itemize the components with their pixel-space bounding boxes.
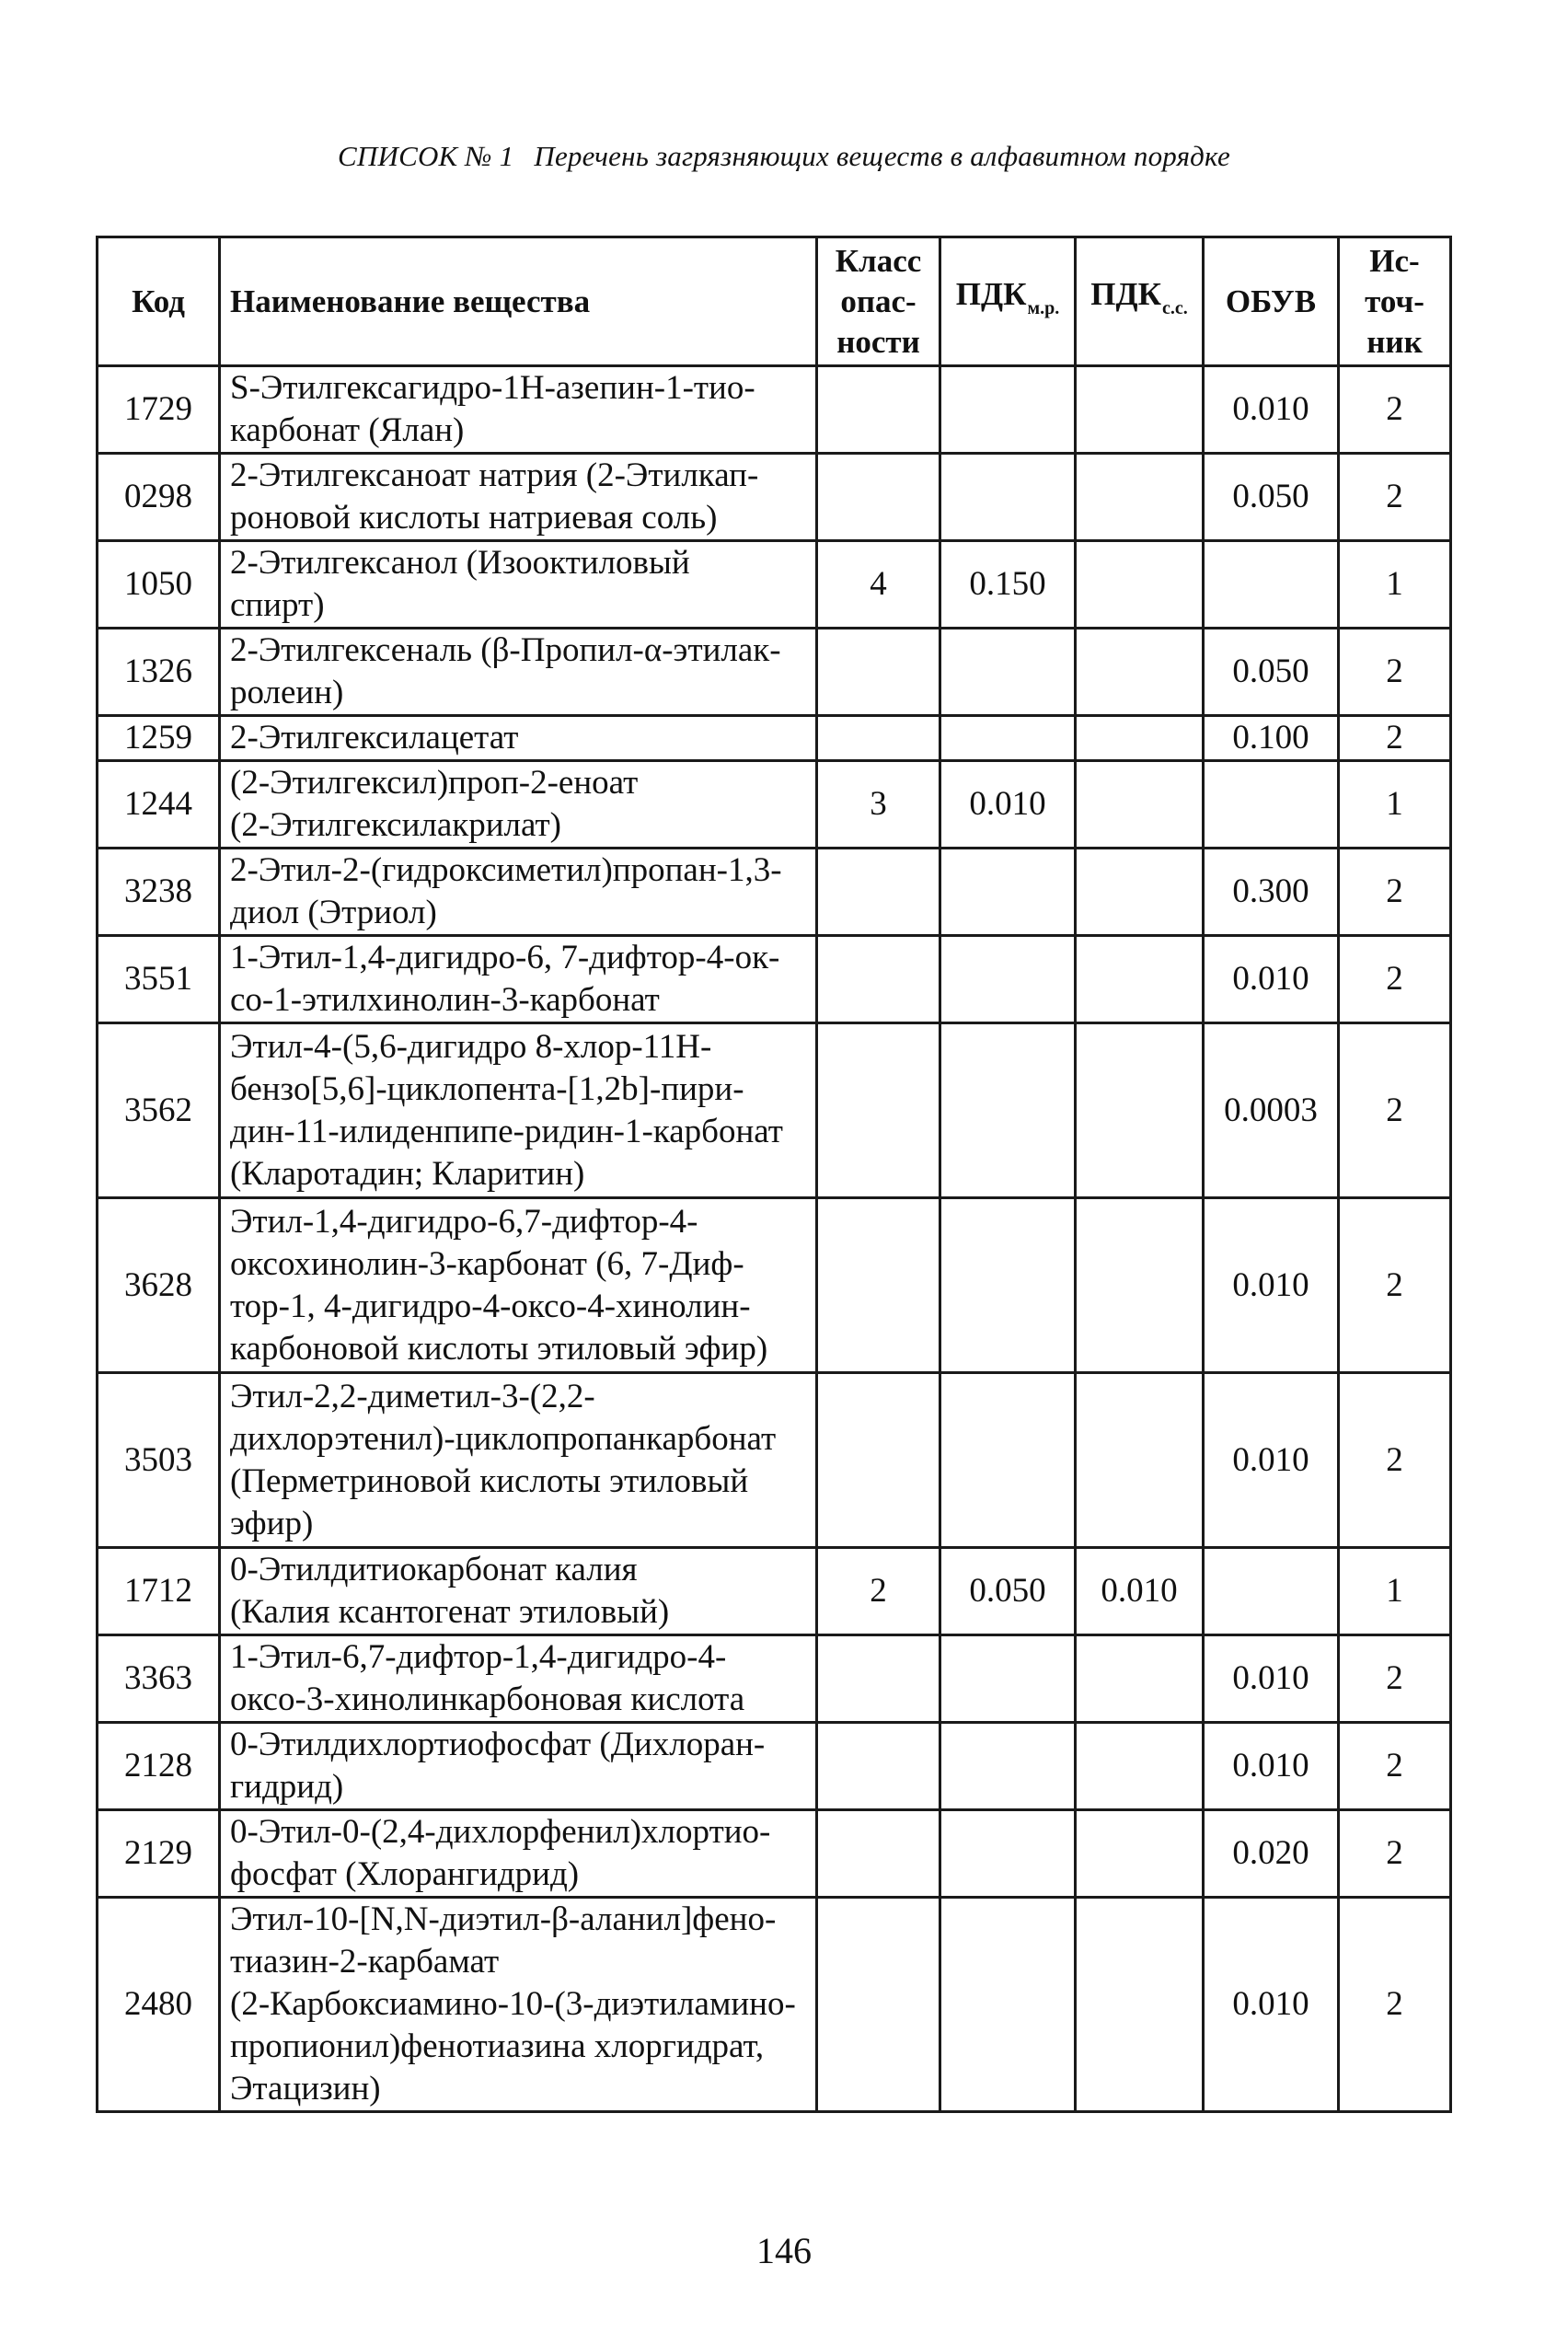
substance-name-line: дихлорэтенил)-циклопропанкарбонат: [230, 1419, 777, 1458]
substance-name-line: оксохинолин-3-карбонат (6, 7-Диф-: [230, 1244, 744, 1283]
substance-name-line: Этил-10-[N,N-диэтил-β-аланил]фено-: [230, 1900, 777, 1938]
obuv-value: 0.100: [1204, 716, 1339, 761]
col-header-obuv: ОБУВ: [1204, 237, 1339, 366]
pdk-ss-value: [1076, 1635, 1204, 1723]
substance-name-line: карбонат (Ялан): [230, 411, 465, 449]
substance-name-line: фосфат (Хлорангидрид): [230, 1855, 580, 1893]
hazard-class: [817, 454, 940, 541]
substance-name-line: спирт): [230, 586, 325, 624]
source-value: 1: [1339, 541, 1451, 629]
pdk-ss-value: [1076, 366, 1204, 454]
hazard-class: 4: [817, 541, 940, 629]
hazard-class: [817, 1373, 940, 1548]
hazard-class: [817, 366, 940, 454]
substance-name: [220, 541, 817, 629]
pdk-ss-value: [1076, 541, 1204, 629]
obuv-value: 0.050: [1204, 454, 1339, 541]
col-header-hazard-class: Класс опас- ности: [817, 237, 940, 366]
substance-name: [220, 1723, 817, 1810]
table-row: [98, 1373, 1451, 1548]
hazard-class: [817, 1898, 940, 2112]
substance-name: [220, 761, 817, 849]
substance-name-line: оксо-3-хинолинкарбоновая кислота: [230, 1680, 745, 1718]
pdk-ss-value: [1076, 1723, 1204, 1810]
obuv-value: 0.010: [1204, 1198, 1339, 1373]
source-value: 2: [1339, 1635, 1451, 1723]
substance-code: 3503: [98, 1373, 220, 1548]
pdk-mr-value: 0.010: [940, 761, 1076, 849]
table-row: [98, 454, 1451, 541]
pdk-mr-value: [940, 849, 1076, 936]
substance-name-line: 2-Этилгексанол (Изооктиловый: [230, 544, 690, 582]
substance-name-line: (2-Этилгексилакрилат): [230, 806, 561, 844]
hazard-class: [817, 629, 940, 716]
pdk-ss-value: [1076, 1198, 1204, 1373]
hazard-class: [817, 1723, 940, 1810]
substance-code: 2128: [98, 1723, 220, 1810]
substance-name: [220, 1023, 817, 1198]
table-row: [98, 366, 1451, 454]
pdk-mr-base: ПДК: [955, 276, 1027, 312]
source-value: 2: [1339, 1198, 1451, 1373]
substance-name-line: S-Этилгексагидро-1H-азепин-1-тио-: [230, 369, 755, 407]
substance-name-line: 0-Этилдихлортиофосфат (Дихлоран-: [230, 1726, 766, 1763]
pdk-mr-value: 0.050: [940, 1548, 1076, 1635]
substance-name-line: 1-Этил-6,7-дифтор-1,4-дигидро-4-: [230, 1638, 727, 1676]
substance-code: 1244: [98, 761, 220, 849]
table-row: [98, 1023, 1451, 1198]
obuv-value: 0.010: [1204, 366, 1339, 454]
page-heading: Перечень загрязняющих веществ в алфавитном порядке: [534, 140, 1230, 172]
substance-code: 1712: [98, 1548, 220, 1635]
substance-name-line: диол (Этриол): [230, 894, 437, 931]
pdk-ss-value: 0.010: [1076, 1548, 1204, 1635]
substance-name-line: тиазин-2-карбамат: [230, 1943, 500, 1981]
pdk-ss-value: [1076, 1810, 1204, 1898]
table-row: [98, 1198, 1451, 1373]
substance-name-line: тор-1, 4-дигидро-4-оксо-4-хинолин-: [230, 1287, 751, 1325]
substance-name-line: бензо[5,6]-циклопента-[1,2b]-пири-: [230, 1069, 744, 1108]
source-value: 1: [1339, 1548, 1451, 1635]
substance-name-line: Этил-1,4-дигидро-6,7-дифтор-4-: [230, 1202, 698, 1241]
substance-name: [220, 454, 817, 541]
col-header-pdk-ss: [1076, 237, 1204, 366]
header-row: [98, 237, 1451, 366]
col-header-code: Код: [98, 237, 220, 366]
pdk-mr-value: [940, 936, 1076, 1023]
substance-name-line: Этацизин): [230, 2070, 381, 2108]
substance-code: 0298: [98, 454, 220, 541]
pdk-ss-value: [1076, 454, 1204, 541]
obuv-value: 0.010: [1204, 1635, 1339, 1723]
substance-name-line: (Перметриновой кислоты этиловый: [230, 1461, 749, 1500]
substance-name: [220, 1198, 817, 1373]
obuv-value: 0.0003: [1204, 1023, 1339, 1198]
pdk-mr-value: [940, 1810, 1076, 1898]
pdk-mr-value: [940, 1198, 1076, 1373]
pdk-ss-value: [1076, 629, 1204, 716]
substance-name-line: Этил-4-(5,6-дигидро 8-хлор-11H-: [230, 1027, 712, 1066]
pdk-mr-value: 0.150: [940, 541, 1076, 629]
substance-code: 1326: [98, 629, 220, 716]
obuv-value: 0.010: [1204, 1898, 1339, 2112]
substance-code: 1729: [98, 366, 220, 454]
substance-name-line: 2-Этилгексаноат натрия (2-Этилкап-: [230, 456, 759, 494]
substance-name-line: роновой кислоты натриевая соль): [230, 499, 718, 537]
col-header-name: Наименование вещества: [220, 237, 817, 366]
substance-name: [220, 936, 817, 1023]
source-value: 2: [1339, 366, 1451, 454]
substance-name-line: (Калия ксантогенат этиловый): [230, 1593, 670, 1631]
substance-name-line: 2-Этилгексеналь (β-Пропил-α-этилак-: [230, 631, 781, 669]
source-value: 2: [1339, 629, 1451, 716]
table-row: [98, 541, 1451, 629]
substance-code: 3562: [98, 1023, 220, 1198]
substance-name-line: со-1-этилхинолин-3-карбонат: [230, 981, 660, 1019]
obuv-value: 0.010: [1204, 936, 1339, 1023]
obuv-value: [1204, 541, 1339, 629]
table-row: [98, 1810, 1451, 1898]
substance-name-line: дин-11-илиденпипе-ридин-1-карбонат: [230, 1112, 783, 1150]
hazard-class: [817, 936, 940, 1023]
substance-name: [220, 1635, 817, 1723]
table-row: [98, 1548, 1451, 1635]
source-value: 1: [1339, 761, 1451, 849]
pdk-ss-value: [1076, 1373, 1204, 1548]
page-number: 146: [756, 2230, 812, 2271]
pdk-ss-base: ПДК: [1090, 276, 1161, 312]
pdk-mr-value: [940, 1373, 1076, 1548]
substance-code: 2480: [98, 1898, 220, 2112]
pdk-mr-value: [940, 1023, 1076, 1198]
substance-code: 1050: [98, 541, 220, 629]
substance-name: [220, 366, 817, 454]
substance-name-line: (2-Карбоксиамино-10-(3-диэтиламино-: [230, 1985, 796, 2023]
table-body: [98, 366, 1451, 2112]
pdk-mr-value: [940, 629, 1076, 716]
substance-code: 3363: [98, 1635, 220, 1723]
obuv-value: 0.020: [1204, 1810, 1339, 1898]
substance-name-line: Этил-2,2-диметил-3-(2,2-: [230, 1377, 595, 1415]
substance-code: 3628: [98, 1198, 220, 1373]
col-header-source: Ис- точ- ник: [1339, 237, 1451, 366]
substance-name: [220, 716, 817, 761]
table-row: [98, 761, 1451, 849]
pdk-mr-value: [940, 1635, 1076, 1723]
substance-code: 1259: [98, 716, 220, 761]
pdk-ss-value: [1076, 761, 1204, 849]
obuv-value: 0.010: [1204, 1723, 1339, 1810]
pdk-ss-subscript: с.с.: [1161, 298, 1188, 318]
substance-name: [220, 1810, 817, 1898]
pdk-ss-value: [1076, 936, 1204, 1023]
table-row: [98, 716, 1451, 761]
hazard-class: [817, 716, 940, 761]
substance-code: 3551: [98, 936, 220, 1023]
table-row: [98, 629, 1451, 716]
substance-name-line: 0-Этил-0-(2,4-дихлорфенил)хлортио-: [230, 1813, 771, 1851]
substance-name-line: эфир): [230, 1504, 314, 1542]
source-value: 2: [1339, 1810, 1451, 1898]
col-header-pdk-mr: [940, 237, 1076, 366]
pdk-mr-value: [940, 716, 1076, 761]
source-value: 2: [1339, 1373, 1451, 1548]
obuv-value: 0.300: [1204, 849, 1339, 936]
source-value: 2: [1339, 1898, 1451, 2112]
obuv-value: [1204, 761, 1339, 849]
pdk-mr-value: [940, 1723, 1076, 1810]
table-row: [98, 1898, 1451, 2112]
hazard-class: [817, 1810, 940, 1898]
hazard-class: [817, 1023, 940, 1198]
pdk-ss-value: [1076, 849, 1204, 936]
source-value: 2: [1339, 1023, 1451, 1198]
hazard-class: 2: [817, 1548, 940, 1635]
substance-name-line: (Кларотадин; Кларитин): [230, 1154, 585, 1193]
table-row: [98, 849, 1451, 936]
pdk-ss-value: [1076, 716, 1204, 761]
substance-name-line: пропионил)фенотиазина хлоргидрат,: [230, 2027, 765, 2065]
substance-name-line: ролеин): [230, 674, 344, 711]
obuv-value: 0.010: [1204, 1373, 1339, 1548]
source-value: 2: [1339, 454, 1451, 541]
table-row: [98, 1723, 1451, 1810]
substance-name: [220, 1373, 817, 1548]
substance-code: 3238: [98, 849, 220, 936]
obuv-value: [1204, 1548, 1339, 1635]
pdk-mr-value: [940, 1898, 1076, 2112]
source-value: 2: [1339, 1723, 1451, 1810]
list-label: СПИСОК № 1: [338, 140, 514, 172]
obuv-value: 0.050: [1204, 629, 1339, 716]
running-head: [0, 140, 1568, 173]
substance-name-line: 1-Этил-1,4-дигидро-6, 7-дифтор-4-ок-: [230, 939, 780, 976]
substance-name: [220, 1548, 817, 1635]
substance-name-line: гидрид): [230, 1768, 344, 1806]
hazard-class: 3: [817, 761, 940, 849]
substance-name: [220, 629, 817, 716]
substance-name-line: 0-Этилдитиокарбонат калия: [230, 1551, 638, 1588]
substance-name: [220, 1898, 817, 2112]
source-value: 2: [1339, 849, 1451, 936]
pdk-mr-subscript: м.р.: [1027, 298, 1060, 318]
substance-name-line: (2-Этилгексил)проп-2-еноат: [230, 764, 639, 802]
source-value: 2: [1339, 716, 1451, 761]
pdk-mr-value: [940, 454, 1076, 541]
pdk-ss-value: [1076, 1898, 1204, 2112]
hazard-class: [817, 849, 940, 936]
substance-name: [220, 849, 817, 936]
hazard-class: [817, 1198, 940, 1373]
substances-table: [96, 236, 1452, 2113]
hazard-class: [817, 1635, 940, 1723]
substance-name-line: 2-Этилгексилацетат: [230, 719, 519, 756]
pdk-ss-value: [1076, 1023, 1204, 1198]
substance-name-line: 2-Этил-2-(гидроксиметил)пропан-1,3-: [230, 851, 782, 889]
substance-code: 2129: [98, 1810, 220, 1898]
source-value: 2: [1339, 936, 1451, 1023]
table-row: [98, 1635, 1451, 1723]
substance-name-line: карбоновой кислоты этиловый эфир): [230, 1329, 768, 1368]
table-row: [98, 936, 1451, 1023]
pdk-mr-value: [940, 366, 1076, 454]
